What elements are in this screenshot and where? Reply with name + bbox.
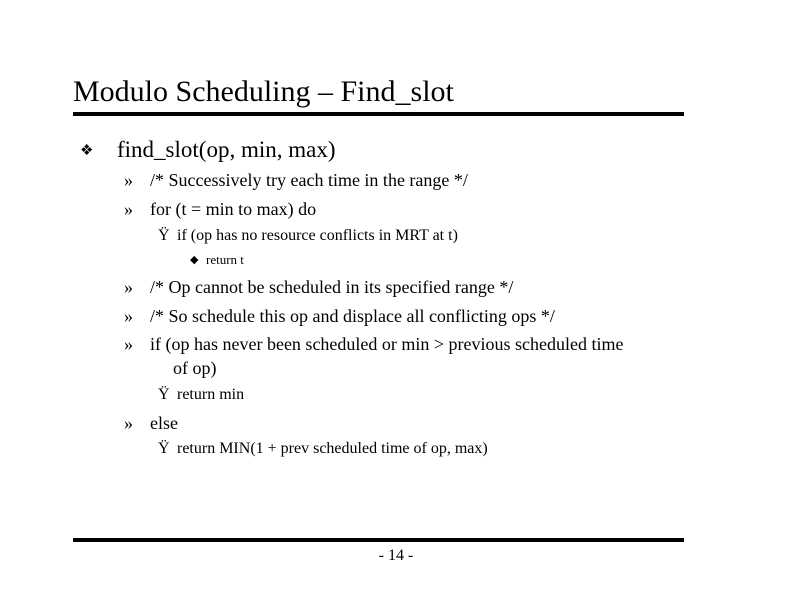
code-line-if-never-scheduled: if (op has never been scheduled or min > previous scheduled time <box>150 334 624 354</box>
dot-bullet-icon: Ÿ <box>158 440 170 457</box>
dot-bullet-icon: Ÿ <box>158 386 170 403</box>
chevron-bullet-icon: » <box>124 199 133 219</box>
chevron-bullet-icon: » <box>124 334 133 354</box>
chevron-bullet-icon: » <box>124 413 133 433</box>
slide-title: Modulo Scheduling – Find_slot <box>73 75 454 108</box>
title-divider <box>73 112 684 116</box>
chevron-bullet-icon: » <box>124 170 133 190</box>
code-line-return-min-prev: return MIN(1 + prev scheduled time of op, max) <box>177 440 488 457</box>
small-diamond-bullet-icon: ◆ <box>190 254 199 266</box>
code-line-if-no-conflict: if (op has no resource conflicts in MRT at t) <box>177 227 458 244</box>
chevron-bullet-icon: » <box>124 306 133 326</box>
code-line-if-continuation: of op) <box>173 358 217 378</box>
code-line-return-t: return t <box>206 252 244 267</box>
chevron-bullet-icon: » <box>124 277 133 297</box>
code-line-comment-displace: /* So schedule this op and displace all conflicting ops */ <box>150 306 555 326</box>
code-line-comment-cannot: /* Op cannot be scheduled in its specified range */ <box>150 277 514 297</box>
function-signature: find_slot(op, min, max) <box>117 137 336 162</box>
code-line-return-min: return min <box>177 386 245 403</box>
page-number: - 14 - <box>378 547 414 564</box>
dot-bullet-icon: Ÿ <box>158 227 170 244</box>
footer-divider <box>73 538 684 542</box>
code-line-else: else <box>150 413 178 433</box>
code-line-for-loop: for (t = min to max) do <box>150 199 317 219</box>
code-line-comment-try: /* Successively try each time in the range */ <box>150 170 468 190</box>
diamond-bullet-icon: ❖ <box>80 143 94 159</box>
